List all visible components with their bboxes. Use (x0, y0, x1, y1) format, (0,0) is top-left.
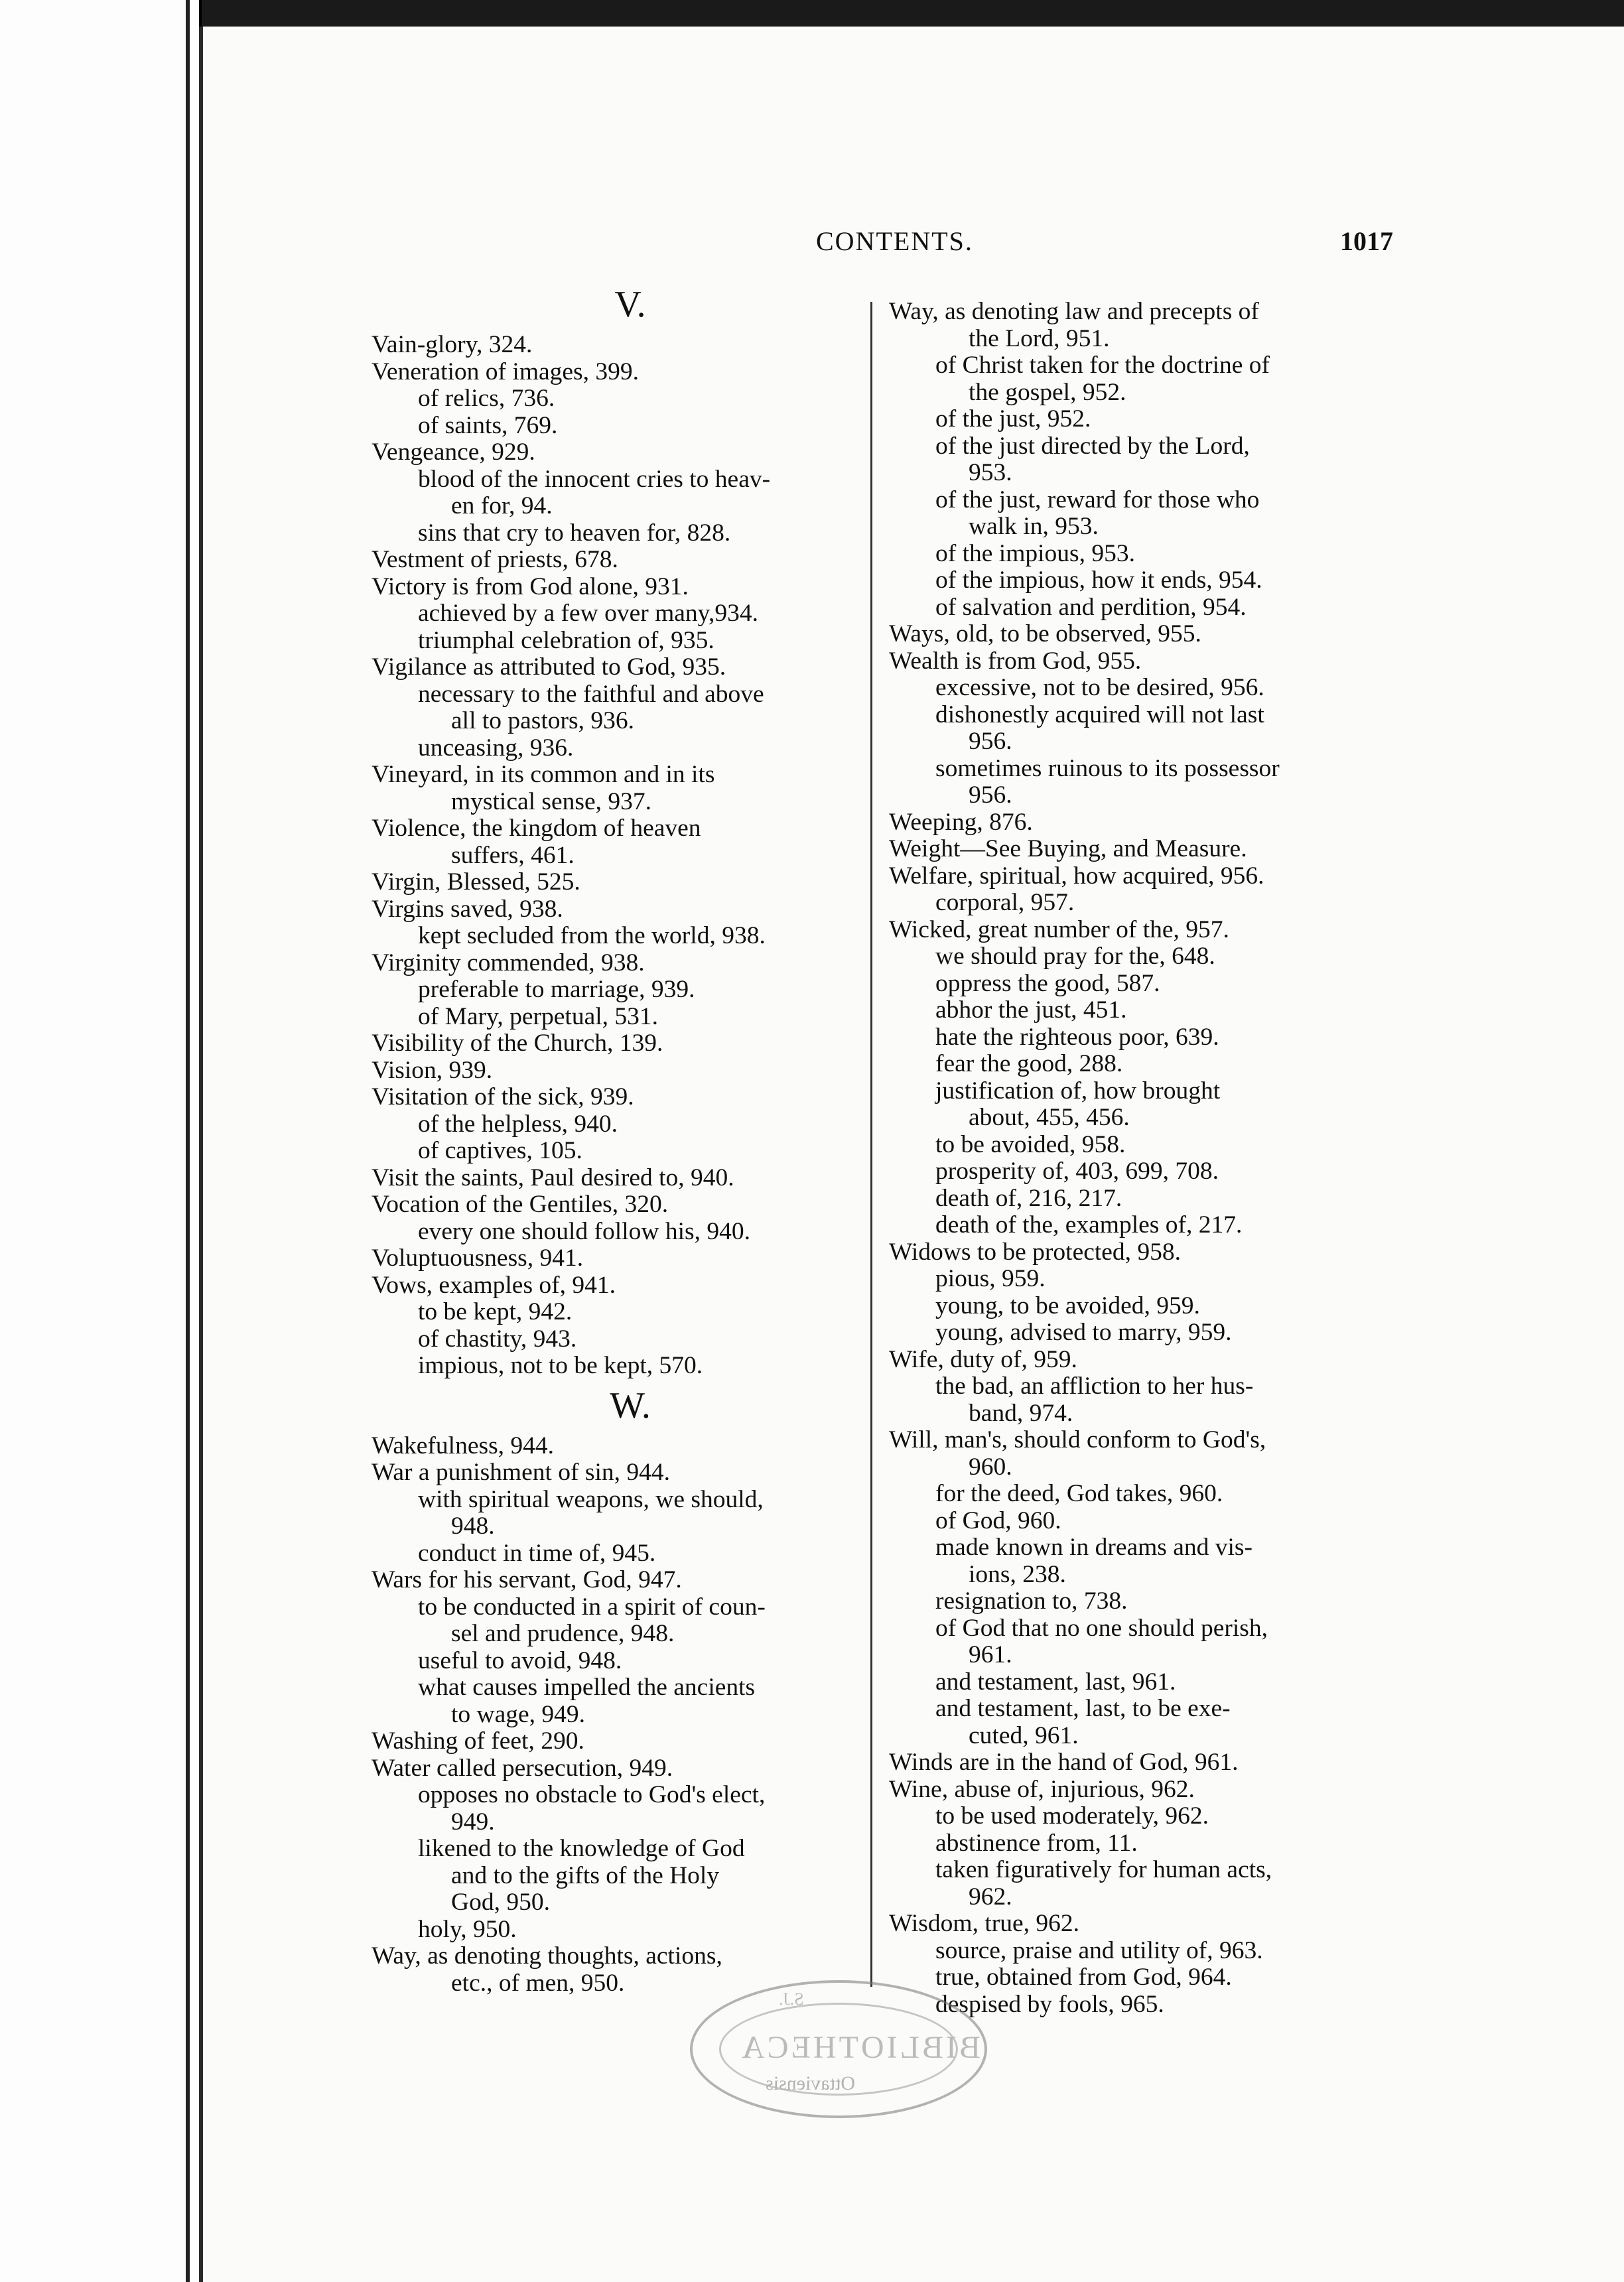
index-subentry: useful to avoid, 948. (418, 1646, 622, 1674)
index-subentry: death of the, examples of, 217. (935, 1211, 1243, 1239)
index-entry: War a punishment of sin, 944. (372, 1459, 671, 1486)
index-subentry: 962. (969, 1883, 1012, 1911)
index-subentry: kept secluded from the world, 938. (418, 922, 766, 949)
index-subentry: likened to the knowledge of God (418, 1835, 745, 1862)
index-entry: Veneration of images, 399. (372, 358, 640, 385)
previous-page-edge (0, 0, 202, 2282)
index-subentry: of the helpless, 940. (418, 1110, 618, 1138)
index-entry: Virginity commended, 938. (372, 949, 645, 976)
index-subentry: abstinence from, 11. (935, 1829, 1138, 1857)
index-subentry: preferable to marriage, 939. (418, 976, 695, 1003)
index-entry: Vain-glory, 324. (372, 331, 533, 358)
index-entry: Visit the saints, Paul desired to, 940. (372, 1164, 734, 1191)
index-subentry: with spiritual weapons, we should, (418, 1485, 764, 1513)
index-subentry: despised by fools, 965. (935, 1990, 1164, 2018)
page-number: 1017 (1340, 226, 1393, 256)
index-entry: Way, as denoting thoughts, actions, (372, 1942, 722, 1970)
index-subentry: achieved by a few over many,934. (418, 600, 758, 627)
index-subentry: of God, 960. (935, 1507, 1061, 1534)
index-subentry: of salvation and perdition, 954. (935, 593, 1247, 621)
index-subentry: abhor the just, 451. (935, 996, 1127, 1024)
index-entry: Violence, the kingdom of heaven (372, 815, 701, 842)
section-letter: V. (614, 284, 646, 325)
index-subentry: sometimes ruinous to its possessor (935, 754, 1280, 782)
index-subentry: 960. (969, 1453, 1012, 1481)
index-entry: Visitation of the sick, 939. (372, 1083, 634, 1110)
index-entry: Wine, abuse of, injurious, 962. (889, 1775, 1195, 1803)
index-subentry: God, 950. (451, 1889, 550, 1916)
index-subentry: sel and prudence, 948. (451, 1620, 675, 1647)
stamp-text: BIBLIOTHECA (739, 2030, 981, 2065)
index-entry: Wakefulness, 944. (372, 1432, 555, 1459)
running-title: CONTENTS. (816, 226, 973, 256)
index-entry: Wars for his servant, God, 947. (372, 1566, 682, 1593)
index-subentry: triumphal celebration of, 935. (418, 626, 714, 654)
index-entry: Washing of feet, 290. (372, 1727, 584, 1755)
index-subentry: of relics, 736. (418, 385, 555, 412)
index-subentry: true, obtained from God, 964. (935, 1964, 1232, 1991)
index-subentry: band, 974. (969, 1399, 1073, 1427)
index-entry: Vocation of the Gentiles, 320. (372, 1191, 669, 1218)
index-subentry: oppress the good, 587. (935, 969, 1160, 997)
index-subentry: source, praise and utility of, 963. (935, 1936, 1263, 1964)
index-subentry: made known in dreams and vis- (935, 1534, 1253, 1561)
index-subentry: of captives, 105. (418, 1137, 582, 1164)
index-entry: Voluptuousness, 941. (372, 1244, 584, 1272)
index-entry: Weight—See Buying, and Measure. (889, 835, 1247, 862)
index-subentry: suffers, 461. (451, 841, 575, 869)
binding-rule (186, 0, 190, 2282)
index-subentry: for the deed, God takes, 960. (935, 1480, 1223, 1507)
stamp-text-bottom: Ottaviensis (766, 2072, 855, 2094)
stamp-text-top: S.J. (779, 1989, 804, 2009)
page-header (816, 226, 1413, 272)
index-subentry: mystical sense, 937. (451, 787, 652, 815)
index-subentry: opposes no obstacle to God's elect, (418, 1781, 766, 1808)
index-subentry: unceasing, 936. (418, 734, 574, 762)
index-entry: Virgin, Blessed, 525. (372, 868, 580, 896)
index-subentry: resignation to, 738. (935, 1587, 1128, 1615)
index-subentry: of the just, 952. (935, 405, 1091, 433)
index-subentry: 956. (969, 781, 1012, 809)
index-subentry: of God that no one should perish, (935, 1614, 1268, 1642)
index-subentry: cuted, 961. (969, 1721, 1079, 1749)
index-subentry: every one should follow his, 940. (418, 1217, 750, 1245)
index-entry: Wealth is from God, 955. (889, 647, 1142, 675)
index-entry: Wife, duty of, 959. (889, 1345, 1077, 1373)
index-entry: Winds are in the hand of God, 961. (889, 1749, 1239, 1776)
index-entry: Vigilance as attributed to God, 935. (372, 653, 726, 681)
index-subentry: etc., of men, 950. (451, 1969, 625, 1997)
index-subentry: we should pray for the, 648. (935, 943, 1215, 970)
index-subentry: pious, 959. (935, 1265, 1046, 1292)
index-entry: Visibility of the Church, 139. (372, 1030, 663, 1057)
index-subentry: 949. (451, 1808, 495, 1836)
index-subentry: to be kept, 942. (418, 1298, 573, 1325)
index-entry: Water called persecution, 949. (372, 1754, 673, 1782)
index-subentry: dishonestly acquired will not last (935, 701, 1264, 728)
index-subentry: en for, 94. (451, 492, 553, 519)
index-subentry: 956. (969, 728, 1012, 755)
index-subentry: of Christ taken for the doctrine of (935, 352, 1270, 379)
index-subentry: justification of, how brought (935, 1077, 1221, 1105)
index-subentry: all to pastors, 936. (451, 707, 635, 734)
index-entry: Welfare, spiritual, how acquired, 956. (889, 862, 1264, 890)
index-subentry: walk in, 953. (969, 513, 1099, 540)
section-letter: W. (610, 1384, 651, 1426)
index-subentry: 953. (969, 459, 1012, 486)
library-stamp (690, 1980, 987, 2118)
index-subentry: of the just directed by the Lord, (935, 432, 1250, 460)
index-subentry: and testament, last, to be exe- (935, 1695, 1231, 1722)
index-subentry: of Mary, perpetual, 531. (418, 1002, 659, 1030)
index-subentry: to wage, 949. (451, 1700, 586, 1728)
index-entry: Victory is from God alone, 931. (372, 572, 689, 600)
index-subentry: 948. (451, 1512, 495, 1540)
index-subentry: the gospel, 952. (969, 378, 1126, 406)
index-subentry: and to the gifts of the Holy (451, 1861, 720, 1889)
index-subentry: about, 455, 456. (969, 1104, 1130, 1131)
index-subentry: of chastity, 943. (418, 1325, 577, 1353)
index-subentry: what causes impelled the ancients (418, 1674, 756, 1701)
index-entry: Way, as denoting law and precepts of (889, 298, 1259, 325)
index-entry: Virgins saved, 938. (372, 895, 563, 923)
index-subentry: taken figuratively for human acts, (935, 1856, 1272, 1883)
index-subentry: hate the righteous poor, 639. (935, 1023, 1219, 1051)
index-subentry: to be avoided, 958. (935, 1130, 1126, 1158)
index-entry: Vision, 939. (372, 1056, 493, 1084)
index-subentry: and testament, last, 961. (935, 1668, 1176, 1696)
index-subentry: young, advised to marry, 959. (935, 1319, 1232, 1346)
index-column-left (372, 279, 889, 1997)
index-subentry: fear the good, 288. (935, 1050, 1123, 1077)
index-subentry: 961. (969, 1641, 1012, 1668)
index-subentry: the bad, an affliction to her hus- (935, 1373, 1254, 1400)
index-subentry: impious, not to be kept, 570. (418, 1352, 703, 1379)
index-subentry: ions, 238. (969, 1560, 1066, 1588)
index-subentry: sins that cry to heaven for, 828. (418, 519, 731, 547)
index-entry: Will, man's, should conform to God's, (889, 1426, 1266, 1453)
index-subentry: blood of the innocent cries to heav- (418, 465, 771, 493)
column-divider (870, 302, 872, 1987)
index-entry: Vestment of priests, 678. (372, 546, 618, 573)
index-subentry: the Lord, 951. (969, 324, 1110, 352)
index-subentry: of the impious, how it ends, 954. (935, 567, 1262, 594)
index-entry: Vengeance, 929. (372, 438, 535, 466)
index-subentry: death of, 216, 217. (935, 1184, 1122, 1212)
index-subentry: of the impious, 953. (935, 539, 1136, 567)
index-subentry: to be conducted in a spirit of coun- (418, 1593, 766, 1621)
index-subentry: necessary to the faithful and above (418, 680, 764, 708)
index-subentry: holy, 950. (418, 1915, 517, 1943)
index-subentry: excessive, not to be desired, 956. (935, 674, 1264, 701)
index-entry: Vineyard, in its common and in its (372, 761, 715, 788)
index-subentry: conduct in time of, 945. (418, 1539, 656, 1567)
index-entry: Vows, examples of, 941. (372, 1271, 616, 1299)
index-subentry: young, to be avoided, 959. (935, 1292, 1200, 1319)
index-entry: Wisdom, true, 962. (889, 1910, 1079, 1937)
index-subentry: corporal, 957. (935, 889, 1075, 916)
index-column-right (889, 299, 1413, 2018)
index-entry: Ways, old, to be observed, 955. (889, 620, 1201, 647)
index-entry: Weeping, 876. (889, 808, 1033, 836)
index-entry: Wicked, great number of the, 957. (889, 915, 1229, 943)
index-subentry: of the just, reward for those who (935, 486, 1260, 513)
index-subentry: to be used moderately, 962. (935, 1802, 1209, 1830)
index-entry: Widows to be protected, 958. (889, 1238, 1182, 1266)
index-subentry: prosperity of, 403, 699, 708. (935, 1158, 1219, 1185)
index-subentry: of saints, 769. (418, 411, 558, 439)
